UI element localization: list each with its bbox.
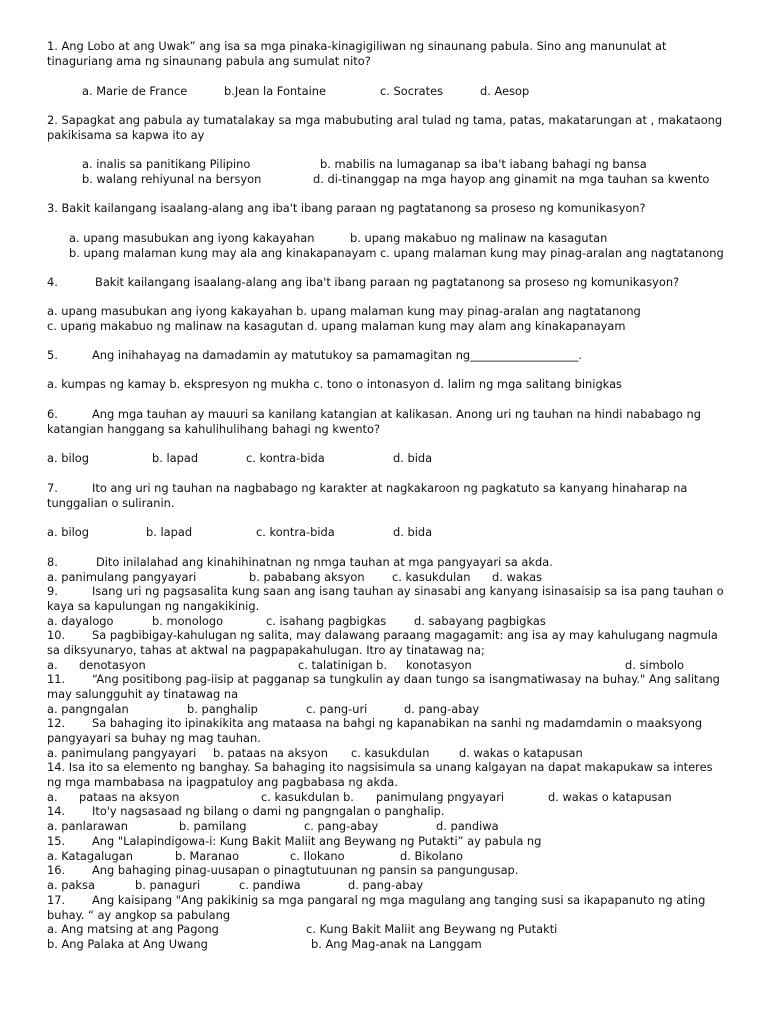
q15-option-c: c. Ilokano — [290, 849, 345, 863]
q8-option-b: b. pababang aksyon — [249, 570, 365, 584]
question-14b-stem: Ito'y nagsasaad ng bilang o dami ng pangngalan o panghalip. — [92, 804, 445, 818]
q11-option-c: c. pang-uri — [306, 702, 368, 716]
q11-option-d: d. pang-abay — [404, 702, 480, 716]
q15-option-d: d. Bikolano — [400, 849, 463, 863]
question-14a-line-2: ng mga mambabasa na ipagpatuloy ang pagbabasa ng akda. — [47, 775, 398, 789]
q9-option-b: b. monologo — [152, 614, 224, 628]
q16-option-b: b. panaguri — [135, 878, 201, 892]
question-12-number: 12. — [47, 716, 66, 730]
question-1-line-1: 1. Ang Lobo at ang Uwak” ang isa sa mga pinaka-kinagigiliwan ng sinaunang pabula. Sino ang manunulat at — [47, 39, 667, 53]
question-17-number: 17. — [47, 893, 66, 907]
q16-option-c: c. pandiwa — [239, 878, 301, 892]
question-17-line-1: Ang kaisipang "Ang pakikinig sa mga pangaral ng mga magulang ang tanging susi sa ikapapanuto ng ating — [92, 893, 706, 907]
question-5-stem: Ang inihahayag na damadamin ay matutukoy sa pamamagitan ng___________________. — [92, 348, 582, 362]
q7-option-d: d. bida — [393, 525, 433, 539]
q3-option-b: b. upang makabuo ng malinaw na kasagutan — [350, 231, 608, 245]
q8-option-d: d. wakas — [492, 570, 543, 584]
question-7-number: 7. — [47, 481, 58, 495]
question-7-line-1: Ito ang uri ng tauhan na nagbabago ng karakter at nagkakaroon ng pagkatuto sa kanyang hinaharap na — [92, 481, 688, 495]
q9-option-a: a. dayalogo — [47, 614, 114, 628]
question-16-stem: Ang bahaging pinag-uusapan o pinagtutuunan ng pansin sa pangungusap. — [92, 863, 519, 877]
q12-option-d: d. wakas o katapusan — [459, 746, 583, 760]
q17-option-b1: b. Ang Palaka at Ang Uwang — [47, 937, 208, 951]
q16-option-a: a. paksa — [47, 878, 95, 892]
question-9-line-1: Isang uri ng pagsasalita kung saan ang isang tauhan ay sinasabi ang kanyang isinasaisip sa isa pang tauhan o — [92, 584, 724, 598]
question-9-line-2: kaya sa kapulungan ng nangakikinig. — [47, 599, 260, 613]
question-8-number: 8. — [47, 555, 58, 569]
q10-option-d: d. simbolo — [625, 658, 684, 672]
question-14a-line-1: 14. Isa ito sa elemento ng banghay. Sa bahaging ito nagsisimula sa unang kalgayan na dapat makapukaw sa interes — [47, 760, 713, 774]
question-16-number: 16. — [47, 863, 66, 877]
q6-option-a: a. bilog — [47, 451, 89, 465]
q15-option-a: a. Katagalugan — [47, 849, 133, 863]
q2-option-b: b. mabilis na lumaganap sa iba't iabang bahagi ng bansa — [320, 157, 647, 171]
q14a-option-a: pataas na aksyon — [79, 790, 180, 804]
question-15-stem: Ang "Lalapindigowa-i: Kung Bakit Maliit ang Beywang ng Putakti” ay pabula ng — [92, 834, 542, 848]
q2-option-c: b. walang rehiyunal na bersyon — [82, 172, 262, 186]
question-10-line-1: Sa pagbibigay-kahulugan ng salita, may dalawang paraang magagamit: ang isa ay may kahulugang nagmula — [92, 628, 718, 642]
q17-option-a: a. Ang matsing at ang Pagong — [47, 922, 219, 936]
q1-option-c: c. Socrates — [380, 84, 444, 98]
question-12-line-2: pangyayari sa buhay ng mag tauhan. — [47, 731, 261, 745]
q15-option-b: b. Maranao — [175, 849, 240, 863]
question-11-line-2: may salungguhit ay tinatawag na — [47, 687, 239, 701]
question-5-number: 5. — [47, 348, 58, 362]
q4-options-line-2: c. upang makabuo ng malinaw na kasagutan d. upang malaman kung may alam ang kinakapanayam — [47, 319, 626, 333]
q3-option-a: a. upang masubukan ang iyong kakayahan — [69, 231, 315, 245]
question-2-line-2: pakikisama sa kapwa ito ay — [47, 128, 205, 142]
q11-option-a: a. pangngalan — [47, 702, 129, 716]
q10-option-a-letter: a. — [47, 658, 58, 672]
q10-option-a: denotasyon — [79, 658, 146, 672]
q2-option-a: a. inalis sa panitikang Pilipino — [82, 157, 251, 171]
q3-option-c: b. upang malaman kung may ala ang kinakapanayam — [69, 246, 377, 260]
q1-option-d: d. Aesop — [480, 84, 530, 98]
q1-option-a: a. Marie de France — [82, 84, 188, 98]
q10-option-c: c. talatinigan b. — [298, 658, 388, 672]
question-10-line-2: sa diksyunaryo, tahas at aktwal na pagpapakahulugan. Itro ay tinatawag na; — [47, 643, 485, 657]
q8-option-a: a. panimulang pangyayari — [47, 570, 197, 584]
q7-option-b: b. lapad — [146, 525, 193, 539]
q14b-option-c: c. pang-abay — [304, 819, 379, 833]
question-6-line-2: katangian hanggang sa kahulihulihang bahagi ng kwento? — [47, 422, 381, 436]
q10-option-b: konotasyon — [406, 658, 472, 672]
q3-option-d: c. upang malaman kung may pinag-aralan ang nagtatanong — [380, 246, 724, 260]
question-6-line-1: Ang mga tauhan ay mauuri sa kanilang katangian at kalikasan. Anong uri ng tauhan na hindi nababago ng — [92, 407, 701, 421]
q14a-option-b: panimulang pngyayari — [376, 790, 505, 804]
q14a-option-d: d. wakas o katapusan — [548, 790, 672, 804]
q5-options: a. kumpas ng kamay b. ekspresyon ng mukha c. tono o intonasyon d. lalim ng mga salitang binigkas — [47, 377, 622, 391]
q14a-option-c: c. kasukdulan b. — [261, 790, 354, 804]
question-10-number: 10. — [47, 628, 66, 642]
question-4-number: 4. — [47, 275, 58, 289]
question-9-number: 9. — [47, 584, 58, 598]
q12-option-b: b. pataas na aksyon — [213, 746, 328, 760]
question-15-number: 15. — [47, 834, 66, 848]
q12-option-c: c. kasukdulan — [351, 746, 430, 760]
q9-option-d: d. sabayang pagbigkas — [414, 614, 546, 628]
question-6-number: 6. — [47, 407, 58, 421]
q7-option-c: c. kontra-bida — [256, 525, 335, 539]
q2-option-d: d. di-tinanggap na mga hayop ang ginamit na mga tauhan sa kwento — [313, 172, 710, 186]
question-14b-number: 14. — [47, 804, 66, 818]
question-8-stem: Dito inilalahad ang kinahihinatnan ng nmga tauhan at mga pangyayari sa akda. — [96, 555, 553, 569]
q17-option-c: c. Kung Bakit Maliit ang Beywang ng Putakti — [306, 922, 558, 936]
q12-option-a: a. panimulang pangyayari — [47, 746, 197, 760]
q6-option-c: c. kontra-bida — [246, 451, 325, 465]
q16-option-d: d. pang-abay — [348, 878, 424, 892]
q6-option-d: d. bida — [393, 451, 433, 465]
q9-option-c: c. isahang pagbigkas — [266, 614, 387, 628]
q17-option-b2: b. Ang Mag-anak na Langgam — [311, 937, 482, 951]
question-12-line-1: Sa bahaging ito ipinakikita ang mataasa na bahgi ng kapanabikan na sanhi ng madamdamin o maaksyong — [92, 716, 703, 730]
question-11-line-1: “Ang positibong pag-iisip at pagganap sa tungkulin ay daan tungo sa isangmatiwasay na buhay." Ang salitang — [92, 672, 720, 686]
q4-options-line-1: a. upang masubukan ang iyong kakayahan b. upang malaman kung may pinag-aralan ang nagtatanong — [47, 304, 641, 318]
question-1-line-2: tinaguriang ama ng sinaunang pabula ang sumulat nito? — [47, 54, 371, 68]
q8-option-c: c. kasukdulan — [392, 570, 471, 584]
question-7-line-2: tunggalian o suliranin. — [47, 496, 175, 510]
q14b-option-d: d. pandiwa — [436, 819, 499, 833]
question-11-number: 11. — [47, 672, 66, 686]
q14b-option-b: b. pamilang — [179, 819, 247, 833]
q7-option-a: a. bilog — [47, 525, 89, 539]
q1-option-b: b.Jean la Fontaine — [224, 84, 326, 98]
question-4-stem: Bakit kailangang isaalang-alang ang iba't ibang paraan ng pagtatanong sa proseso ng komunikasyon? — [95, 275, 680, 289]
question-17-line-2: buhay. “ ay angkop sa pabulang — [47, 908, 231, 922]
q14b-option-a: a. panlarawan — [47, 819, 128, 833]
q14a-option-a-letter: a. — [47, 790, 58, 804]
question-2-line-1: 2. Sapagkat ang pabula ay tumatalakay sa mga mabubuting aral tulad ng tama, patas, makatarungan at , makataong — [47, 113, 723, 127]
question-3-stem: 3. Bakit kailangang isaalang-alang ang iba't ibang paraan ng pagtatanong sa proseso ng komunikasyon? — [47, 201, 646, 215]
q6-option-b: b. lapad — [152, 451, 199, 465]
q11-option-b: b. panghalip — [187, 702, 258, 716]
